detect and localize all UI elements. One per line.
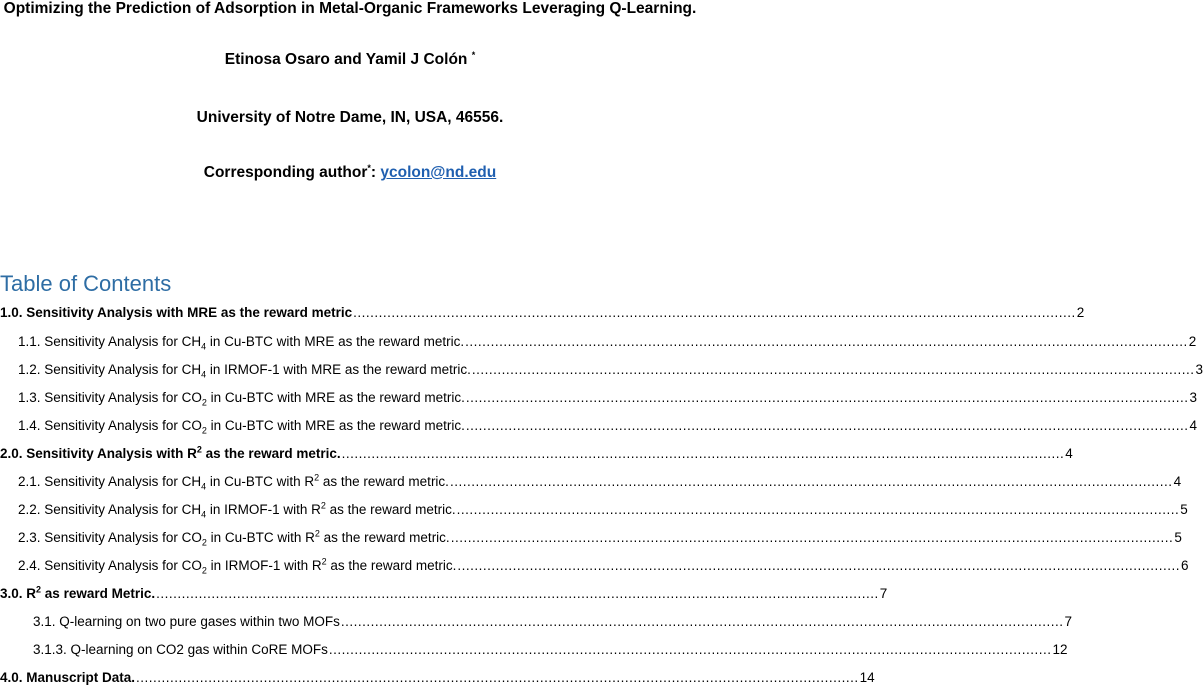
toc-leader: .......................................................................................................................................................................... [328,642,1052,657]
toc-entry[interactable] [18,523,1182,548]
toc-entry[interactable] [0,663,875,685]
toc-leader: .......................................................................................................................................................................... [471,362,1195,377]
toc-page: 4 [1173,474,1182,489]
corr-label: Corresponding author [203,164,368,181]
toc-page: 5 [1174,530,1182,545]
toc-entry-label: 2.4. Sensitivity Analysis for $CO_2$ in IRMOF-1 with $R^2$ as the reward metric. [18,556,457,576]
author-names: Etinosa Osaro and Yamil J Colón [224,51,468,68]
authors [0,51,700,69]
toc-entry-label: 3.1.3. Q-learning on CO2 gas within CoRE MOFs [33,642,328,657]
toc-leader: .......................................................................................................................................................................... [136,670,859,685]
paper-title: Optimizing the Prediction of Adsorption in Metal-Organic Frameworks Leveraging Q-Learning. [3,0,697,17]
toc-entry[interactable] [0,439,1073,461]
corr-colon: : [370,164,377,181]
toc-entry-label: 4.0. Manuscript Data. [0,670,136,685]
toc-leader: .......................................................................................................................................................................... [457,558,1181,573]
corresponding-mark: * [471,49,476,60]
toc-entry-label: 2.0. Sensitivity Analysis with $R^2$ as the reward metric. [0,444,341,461]
toc-page: 3 [1189,390,1198,405]
toc-page: 2 [1076,305,1085,320]
toc-entry[interactable] [18,327,1197,352]
toc-leader: .......................................................................................................................................................................... [449,474,1173,489]
toc-entry[interactable] [33,607,1073,629]
affiliation: University of Notre Dame, IN, USA, 46556. [196,109,504,126]
toc-leader: .......................................................................................................................................................................... [465,418,1189,433]
toc-entry-label: 3.0. $R^2$ as reward Metric. [0,584,156,601]
toc-page: 7 [879,586,888,601]
toc-entry-label: 1.3. Sensitivity Analysis for $CO_2$ in Cu-BTC with MRE as the reward metric. [18,390,465,408]
toc-page: 5 [1180,502,1188,517]
toc-heading: Table of Contents [0,271,172,296]
toc-entry[interactable] [18,383,1198,408]
toc-entry[interactable] [18,411,1198,436]
toc-page: 4 [1065,446,1073,461]
toc-entry-label: 2.2. Sensitivity Analysis for $CH_4$ in IRMOF-1 with $R^2$ as the reward metric. [18,500,456,520]
toc-page: 7 [1064,614,1073,629]
toc-page: 2 [1188,334,1197,349]
corr-mark: * [367,162,371,173]
toc-leader: .......................................................................................................................................................................... [465,390,1189,405]
toc-leader: .......................................................................................................................................................................... [156,586,879,601]
toc-page: 14 [859,670,875,685]
toc-leader: .......................................................................................................................................................................... [353,305,1076,320]
toc-page: 4 [1189,418,1198,433]
toc-entry[interactable] [18,355,1203,380]
toc-entry[interactable] [18,551,1189,576]
toc-page: 3 [1195,362,1203,377]
toc-entry[interactable] [18,495,1188,520]
toc-entry[interactable] [33,635,1068,657]
toc-entry-label: 1.0. Sensitivity Analysis with MRE as the reward metric [0,305,353,320]
toc-entry-label: 1.1. Sensitivity Analysis for $CH_4$ in Cu-BTC with MRE as the reward metric. [18,334,465,352]
toc-entry-label: 3.1. Q-learning on two pure gases within two MOFs [33,614,340,629]
toc-entry[interactable] [0,298,1085,320]
toc-leader: .......................................................................................................................................................................... [341,446,1065,461]
toc-leader: .......................................................................................................................................................................... [450,530,1174,545]
toc-page: 12 [1052,642,1068,657]
toc-entry-label: 1.4. Sensitivity Analysis for $CO_2$ in Cu-BTC with MRE as the reward metric. [18,418,465,436]
toc-page: 6 [1181,558,1189,573]
toc-entry[interactable] [0,579,888,601]
email-link[interactable]: ycolon@nd.edu [380,164,497,181]
toc-entry-label: 1.2. Sensitivity Analysis for $CH_4$ in IRMOF-1 with MRE as the reward metric. [18,362,471,380]
toc-leader: .......................................................................................................................................................................... [456,502,1180,517]
corresponding-author [0,164,700,182]
toc-entry-label: 2.3. Sensitivity Analysis for $CO_2$ in Cu-BTC with $R^2$ as the reward metric. [18,528,450,548]
toc-leader: .......................................................................................................................................................................... [340,614,1064,629]
toc-leader: .......................................................................................................................................................................... [465,334,1188,349]
toc-entry-label: 2.1. Sensitivity Analysis for $CH_4$ in Cu-BTC with $R^2$ as the reward metric. [18,472,449,492]
toc-entry[interactable] [18,467,1182,492]
